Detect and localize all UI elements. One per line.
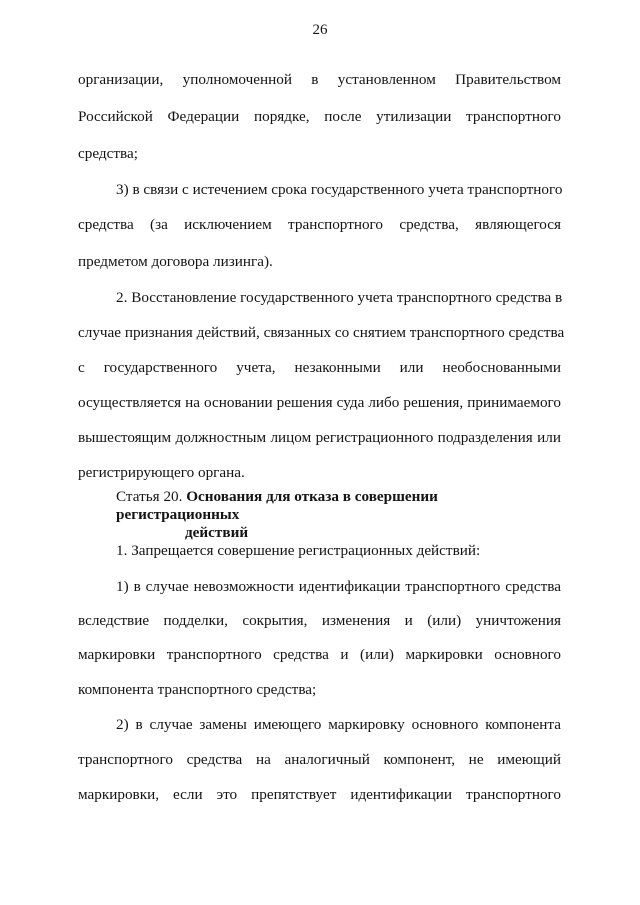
text-line-1: организации, уполномоченной в установленном Правительством	[78, 71, 561, 88]
text-line-15: вследствие подделки, сокрытия, изменения и (или) уничтожения	[78, 612, 561, 629]
text-line-14: 1) в случае невозможности идентификации транспортного средства	[116, 578, 561, 595]
text-line-6: предметом договора лизинга).	[78, 253, 273, 270]
text-line-18: 2) в случае замены имеющего маркировку основного компонента	[116, 716, 561, 733]
article-title-continuation: действий	[185, 524, 249, 541]
text-line-9: с государственного учета, незаконными или необоснованными	[78, 359, 561, 376]
text-line-13: 1. Запрещается совершение регистрационных действий:	[116, 542, 481, 559]
text-line-19: транспортного средства на аналогичный компонент, не имеющий	[78, 751, 561, 768]
article-heading	[116, 488, 561, 542]
page-number: 26	[312, 22, 328, 38]
text-line-10: осуществляется на основании решения суда либо решения, принимаемого	[78, 394, 561, 411]
text-line-20: маркировки, если это препятствует идентификации транспортного	[78, 786, 561, 803]
text-line-5: средства (за исключением транспортного средства, являющегося	[78, 216, 561, 233]
text-line-7: 2. Восстановление государственного учета транспортного средства в	[116, 289, 563, 306]
text-line-11: вышестоящим должностным лицом регистрационного подразделения или	[78, 429, 561, 446]
text-line-4: 3) в связи с истечением срока государственного учета транспортного	[116, 181, 563, 198]
text-line-2: Российской Федерации порядке, после утилизации транспортного	[78, 108, 561, 125]
article-title: Основания для отказа в совершении регистрационных	[116, 488, 438, 523]
text-line-17: компонента транспортного средства;	[78, 681, 317, 698]
text-line-12: регистрирующего органа.	[78, 464, 245, 481]
article-number: Статья 20.	[116, 488, 183, 505]
text-line-3: средства;	[78, 145, 138, 162]
text-line-8: случае признания действий, связанных со снятием транспортного средства	[78, 324, 565, 341]
text-line-16: маркировки транспортного средства и (или) маркировки основного	[78, 646, 561, 663]
